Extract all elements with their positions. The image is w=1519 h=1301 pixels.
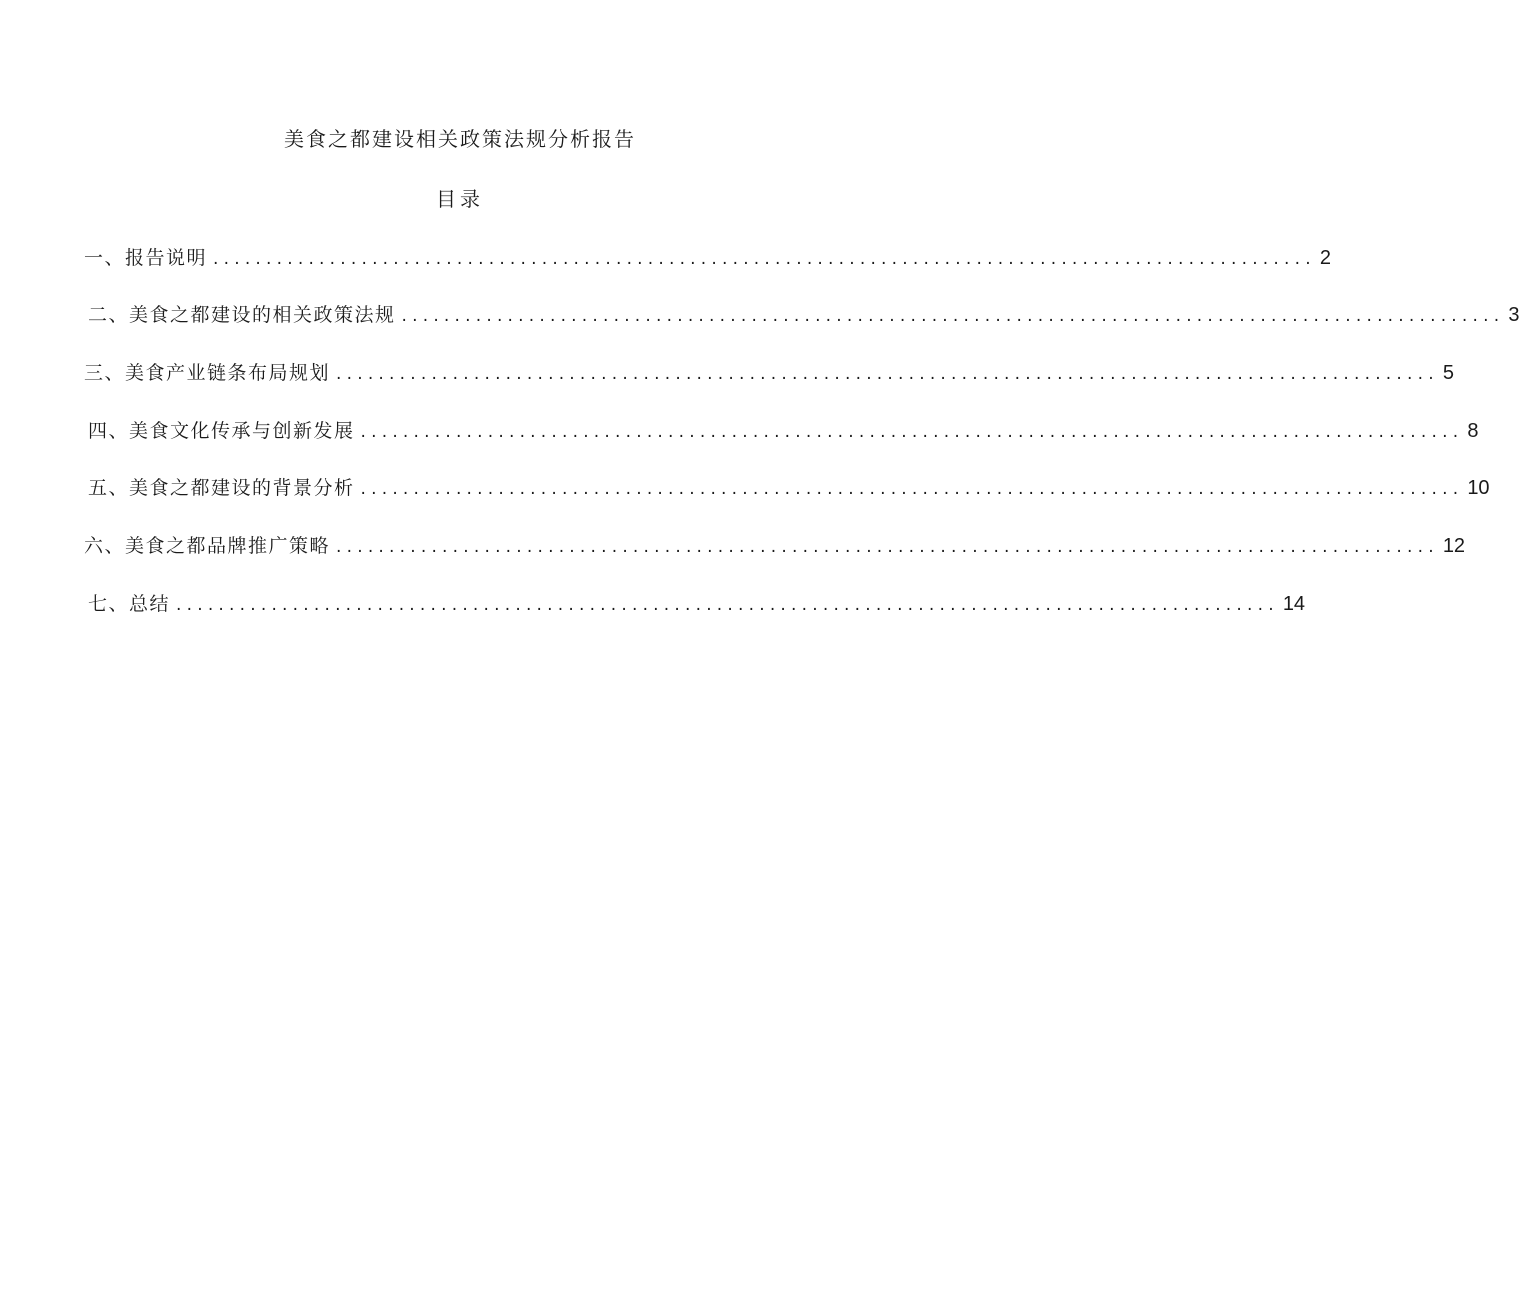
toc-entry-label: 四、美食文化传承与创新发展 [88, 420, 355, 442]
toc-entry-page: 5 [1442, 362, 1454, 384]
toc-leader-dots: ........................................................................................................ [360, 479, 1464, 499]
toc-entry-label: 三、美食产业链条布局规划 [84, 362, 331, 384]
toc-entry-page: 3 [1508, 304, 1519, 326]
toc-entry[interactable] [88, 300, 1519, 330]
toc-leader-dots: ........................................................................................................ [336, 364, 1439, 384]
toc-entry[interactable] [88, 416, 1479, 446]
toc-entry-page: 8 [1467, 420, 1479, 442]
toc-entry-label: 一、报告说明 [84, 247, 208, 269]
toc-entry[interactable] [88, 589, 1306, 619]
toc-leader-dots: ........................................................................................................ [401, 306, 1505, 326]
toc-entry-label: 五、美食之都建设的背景分析 [88, 477, 355, 499]
toc-entry[interactable] [84, 358, 1454, 388]
toc-entry-page: 2 [1319, 247, 1331, 269]
toc-entry-label: 二、美食之都建设的相关政策法规 [88, 304, 396, 326]
toc-heading: 目录 [436, 187, 484, 211]
toc-leader-dots: ........................................................................................................ [213, 249, 1316, 269]
toc-entry[interactable] [84, 531, 1466, 561]
toc-entry-page: 10 [1467, 477, 1490, 499]
toc-entry-page: 12 [1442, 535, 1466, 557]
toc-leader-dots: ........................................................................................................ [336, 537, 1439, 557]
toc-entry-page: 14 [1282, 593, 1306, 615]
toc-leader-dots: ........................................................................................................ [176, 595, 1279, 615]
toc-entry-label: 六、美食之都品牌推广策略 [84, 535, 331, 557]
toc-entry[interactable] [88, 473, 1490, 503]
toc-leader-dots: ........................................................................................................ [360, 422, 1464, 442]
toc-entry[interactable] [84, 243, 1331, 273]
document-title: 美食之都建设相关政策法规分析报告 [284, 127, 636, 151]
toc-entry-label: 七、总结 [88, 593, 171, 615]
